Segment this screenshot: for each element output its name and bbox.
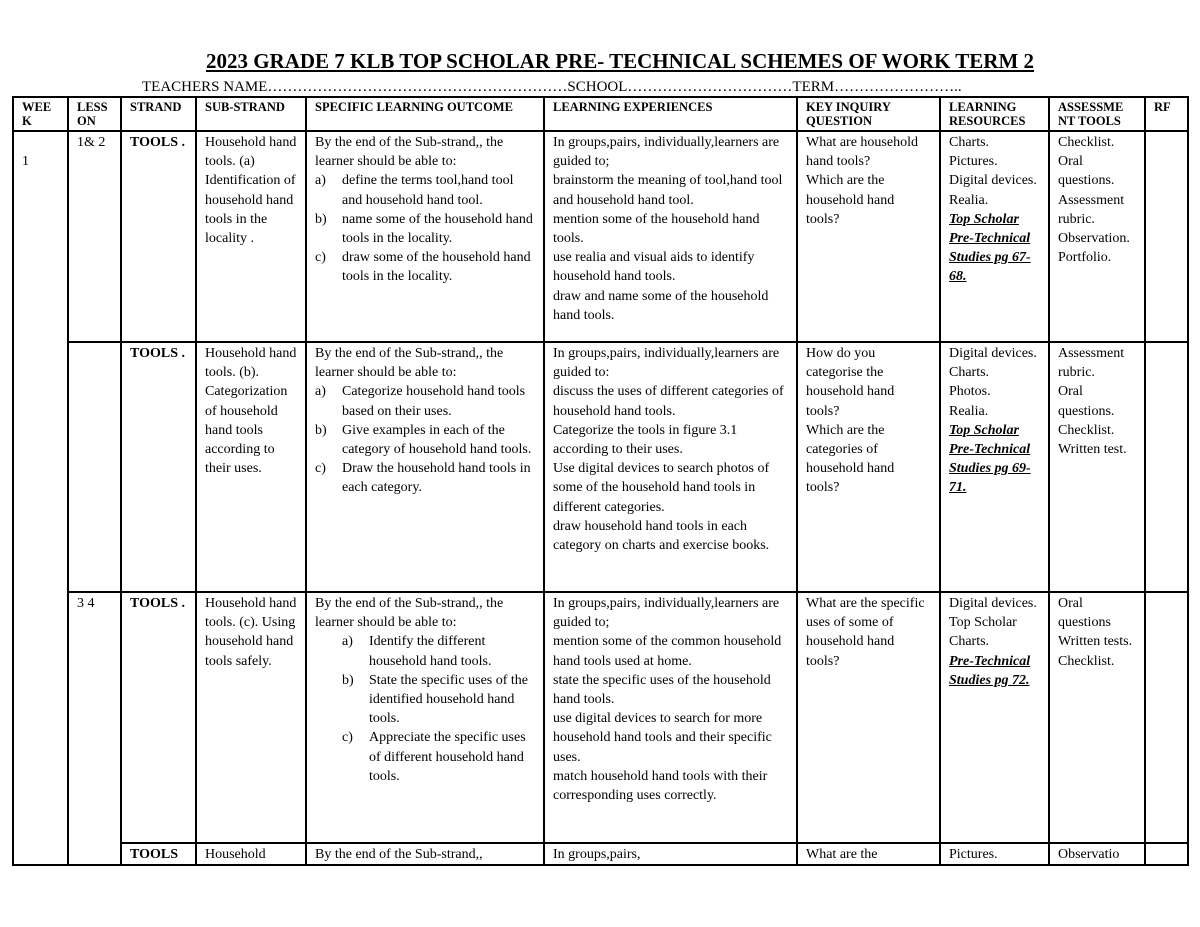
header-resources: LEARNING RESOURCES bbox=[940, 97, 1049, 131]
assessment-item: Assessment rubric. bbox=[1058, 192, 1125, 227]
strand-cell: TOOLS . bbox=[121, 131, 196, 342]
inquiry-question: Which are the categories of household hand tools? bbox=[806, 422, 895, 496]
outcome-marker: c) bbox=[342, 730, 353, 746]
resource-item: Charts. bbox=[949, 365, 990, 381]
header-experiences: LEARNING EXPERIENCES bbox=[544, 97, 797, 131]
experience-line: discuss the uses of different categories of household hand tools. bbox=[553, 384, 784, 419]
inquiry-question: What are household hand tools? bbox=[806, 135, 918, 170]
teacher-school-term-line: TEACHERS NAME……………………………………………………SCHOOL……………………………TERM…………………….. bbox=[142, 79, 962, 95]
rf-cell bbox=[1145, 592, 1188, 843]
substrand-cell: Household bbox=[196, 843, 306, 865]
substrand-cell: Household hand tools. (a) Identification of household hand tools in the locality . bbox=[196, 131, 306, 342]
outcome-text: Draw the household hand tools in each category. bbox=[342, 461, 531, 496]
experience-line: use realia and visual aids to identify household hand tools. bbox=[553, 250, 755, 285]
outcome-intro: By the end of the Sub-strand,, the learner should be able to: bbox=[315, 135, 504, 170]
strand-cell: TOOLS . bbox=[121, 592, 196, 843]
assessment-item: Written tests. bbox=[1058, 634, 1133, 650]
outcome-item bbox=[315, 210, 535, 248]
header-inquiry: KEY INQUIRY QUESTION bbox=[797, 97, 940, 131]
assessment-item: Checklist. bbox=[1058, 135, 1115, 150]
outcome-item bbox=[315, 171, 535, 209]
outcome-marker: a) bbox=[315, 384, 326, 400]
experience-line: state the specific uses of the household hand tools. bbox=[553, 672, 771, 708]
schemes-table bbox=[12, 96, 1189, 866]
table-header-row bbox=[13, 97, 1188, 131]
rf-cell bbox=[1145, 342, 1188, 592]
header-assessment: ASSESSME NT TOOLS bbox=[1049, 97, 1145, 131]
experience-line: match household hand tools with their corresponding uses correctly. bbox=[553, 768, 768, 804]
outcome-marker: a) bbox=[342, 634, 353, 650]
lesson-cell bbox=[68, 342, 121, 592]
outcome-item bbox=[315, 382, 535, 420]
rf-cell bbox=[1145, 131, 1188, 342]
inquiry-cell bbox=[797, 342, 940, 592]
outcome-item bbox=[315, 459, 535, 497]
outcome-marker: b) bbox=[342, 672, 354, 688]
resource-item: Top Scholar Charts. bbox=[949, 615, 1017, 650]
substrand-cell: Household hand tools. (c). Using household hand tools safely. bbox=[196, 592, 306, 843]
outcome-cell: By the end of the Sub-strand,, bbox=[306, 843, 544, 865]
outcome-text: Identify the different household hand tools. bbox=[369, 634, 492, 669]
experience-line: draw household hand tools in each category on charts and exercise books. bbox=[553, 518, 770, 554]
assessment-item: Oral questions. bbox=[1058, 154, 1115, 189]
assessment-cell bbox=[1049, 592, 1145, 843]
strand-cell: TOOLS . bbox=[121, 342, 196, 592]
outcome-marker: c) bbox=[315, 461, 326, 477]
table-row bbox=[13, 592, 1188, 843]
document-title: 2023 GRADE 7 KLB TOP SCHOLAR PRE- TECHNICAL SCHEMES OF WORK TERM 2 bbox=[205, 49, 1035, 73]
resources-cell bbox=[940, 131, 1049, 342]
header-week: WEE K bbox=[13, 97, 68, 131]
experience-line: In groups,pairs, individually,learners are guided to; bbox=[553, 135, 780, 170]
resource-item: Realia. bbox=[949, 403, 989, 419]
strand-cell: TOOLS bbox=[121, 843, 196, 865]
outcome-text: Categorize household hand tools based on their uses. bbox=[342, 384, 526, 419]
assessment-cell bbox=[1049, 342, 1145, 592]
outcome-item bbox=[315, 671, 535, 729]
outcome-text: name some of the household hand tools in the locality. bbox=[342, 211, 533, 247]
assessment-item: Checklist. bbox=[1058, 653, 1115, 669]
experience-line: draw and name some of the household hand tools. bbox=[553, 288, 769, 323]
header-strand: STRAND bbox=[121, 97, 196, 131]
outcome-cell bbox=[306, 131, 544, 342]
resource-item: Digital devices. bbox=[949, 596, 1037, 611]
outcome-intro: By the end of the Sub-strand,, the learner should be able to: bbox=[315, 346, 504, 381]
header-lesson: LESS ON bbox=[68, 97, 121, 131]
assessment-item: Oral questions. bbox=[1058, 384, 1115, 419]
textbook-reference: Top Scholar Pre-Technical Studies pg 69-71. bbox=[949, 422, 1031, 496]
header-rf: RF bbox=[1145, 97, 1188, 131]
outcome-text: Give examples in each of the category of household hand tools. bbox=[342, 422, 532, 458]
experience-line: use digital devices to search for more household hand tools and their specific uses. bbox=[553, 711, 772, 765]
outcome-marker: b) bbox=[315, 211, 327, 227]
rf-cell bbox=[1145, 843, 1188, 865]
outcome-item bbox=[315, 421, 535, 459]
outcome-text: Appreciate the specific uses of different household hand tools. bbox=[369, 730, 526, 784]
inquiry-question: Which are the household hand tools? bbox=[806, 173, 895, 227]
resource-item: Digital devices. bbox=[949, 346, 1037, 361]
resource-item: Pictures. bbox=[949, 154, 998, 170]
week-cell: 1 bbox=[13, 131, 68, 865]
textbook-reference: Pre-Technical Studies pg 72. bbox=[949, 653, 1031, 688]
table-row bbox=[13, 843, 1188, 865]
outcome-text: draw some of the household hand tools in the locality. bbox=[342, 250, 531, 285]
outcome-text: State the specific uses of the identified household hand tools. bbox=[369, 672, 529, 727]
lesson-cell: 3 4 bbox=[68, 592, 121, 865]
assessment-item: Oral questions bbox=[1058, 596, 1111, 631]
assessment-item: Observation. bbox=[1058, 231, 1130, 247]
outcome-cell bbox=[306, 592, 544, 843]
experience-line: In groups,pairs, individually,learners are guided to: bbox=[553, 346, 780, 381]
resources-cell bbox=[940, 592, 1049, 843]
assessment-item: Assessment rubric. bbox=[1058, 346, 1125, 381]
outcome-marker: b) bbox=[315, 422, 327, 438]
resource-item: Photos. bbox=[949, 384, 991, 400]
assessment-cell bbox=[1049, 131, 1145, 342]
resources-cell: Pictures. bbox=[940, 843, 1049, 865]
experiences-cell bbox=[544, 342, 797, 592]
inquiry-cell bbox=[797, 592, 940, 843]
header-outcome: SPECIFIC LEARNING OUTCOME bbox=[306, 97, 544, 131]
experience-line: Use digital devices to search photos of some of the household hand tools in different categories. bbox=[553, 461, 770, 515]
outcome-item bbox=[315, 728, 535, 786]
inquiry-question: How do you categorise the household hand tools? bbox=[806, 346, 895, 419]
outcome-marker: a) bbox=[315, 173, 326, 189]
outcome-item bbox=[315, 632, 535, 670]
experiences-cell: In groups,pairs, bbox=[544, 843, 797, 865]
assessment-item: Portfolio. bbox=[1058, 250, 1112, 266]
resource-item: Realia. bbox=[949, 192, 989, 208]
resource-item: Charts. bbox=[949, 135, 990, 150]
experience-line: mention some of the common household hand tools used at home. bbox=[553, 634, 782, 669]
textbook-reference: Top Scholar Pre-Technical Studies pg 67-68. bbox=[949, 211, 1031, 285]
substrand-cell: Household hand tools. (b). Categorization of household hand tools according to their uses. bbox=[196, 342, 306, 592]
experience-line: brainstorm the meaning of tool,hand tool and household hand tool. bbox=[553, 173, 783, 208]
assessment-item: Written test. bbox=[1058, 442, 1127, 458]
table-row bbox=[13, 342, 1188, 592]
inquiry-cell: What are the bbox=[797, 843, 940, 865]
header-substrand: SUB-STRAND bbox=[196, 97, 306, 131]
experiences-cell bbox=[544, 592, 797, 843]
outcome-item bbox=[315, 248, 535, 286]
outcome-marker: c) bbox=[315, 250, 326, 266]
experiences-cell bbox=[544, 131, 797, 342]
experience-line: mention some of the household hand tools. bbox=[553, 211, 760, 247]
outcome-intro: By the end of the Sub-strand,, the learner should be able to: bbox=[315, 596, 504, 631]
inquiry-cell bbox=[797, 131, 940, 342]
outcome-cell bbox=[306, 342, 544, 592]
inquiry-question: What are the specific uses of some of household hand tools? bbox=[806, 596, 925, 669]
assessment-item: Checklist. bbox=[1058, 422, 1115, 438]
outcome-text: define the terms tool,hand tool and household hand tool. bbox=[342, 173, 514, 208]
experience-line: Categorize the tools in figure 3.1 according to their uses. bbox=[553, 422, 738, 458]
experience-line: In groups,pairs, individually,learners are guided to; bbox=[553, 596, 780, 631]
lesson-cell: 1& 2 bbox=[68, 131, 121, 342]
resource-item: Digital devices. bbox=[949, 173, 1037, 189]
table-row bbox=[13, 131, 1188, 342]
assessment-cell: Observatio bbox=[1049, 843, 1145, 865]
resources-cell bbox=[940, 342, 1049, 592]
